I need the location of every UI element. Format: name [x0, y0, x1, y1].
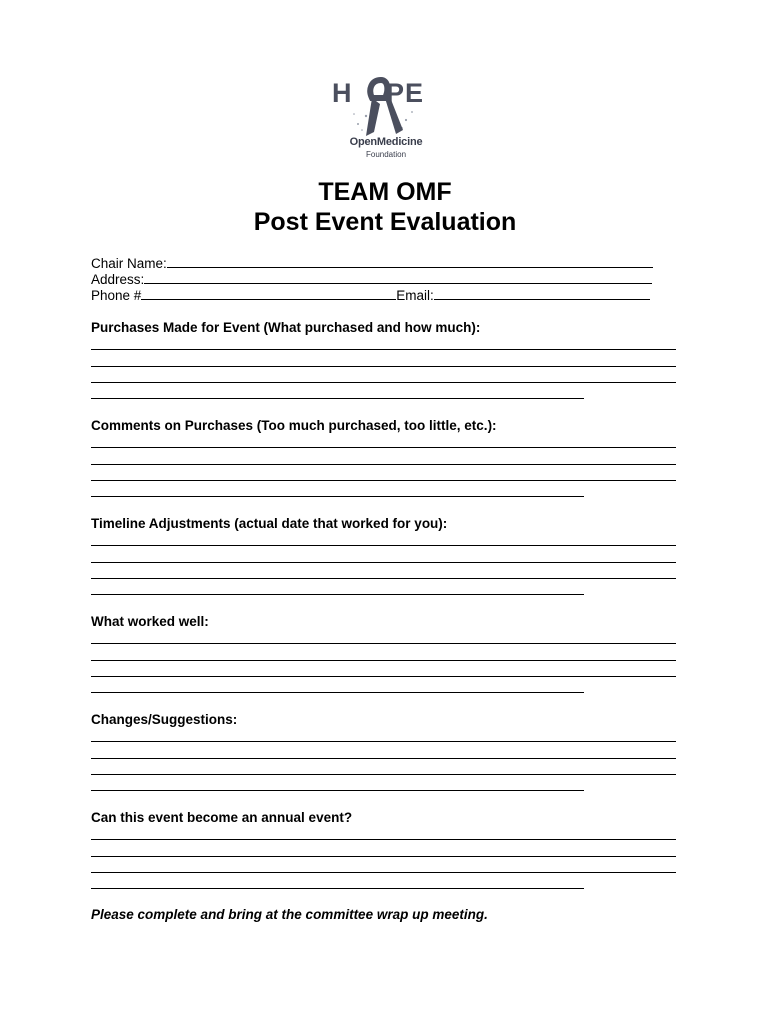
answer-line[interactable]: [91, 676, 676, 677]
answer-line[interactable]: [91, 496, 584, 497]
chair-name-field[interactable]: [167, 255, 653, 268]
logo-letter-h: H: [332, 78, 353, 108]
answer-line[interactable]: [91, 774, 676, 775]
phone-field[interactable]: [141, 287, 396, 300]
answer-line[interactable]: [91, 562, 676, 563]
hope-logo: [328, 74, 444, 164]
answer-line[interactable]: [91, 349, 676, 350]
email-label: Email:: [396, 288, 434, 303]
address-row: [91, 271, 652, 288]
email-field[interactable]: [434, 287, 650, 300]
answer-line[interactable]: [91, 545, 676, 546]
answer-line[interactable]: [91, 398, 584, 399]
answer-line[interactable]: [91, 660, 676, 661]
answer-line[interactable]: [91, 594, 584, 595]
answer-line[interactable]: [91, 643, 676, 644]
answer-line[interactable]: [91, 872, 676, 873]
answer-line[interactable]: [91, 578, 676, 579]
logo-org-subtitle: Foundation: [365, 150, 407, 159]
answer-line[interactable]: [91, 480, 676, 481]
answer-line[interactable]: [91, 692, 584, 693]
what-worked-well-label: What worked well:: [91, 614, 209, 629]
footer-note: Please complete and bring at the committee wrap up meeting.: [91, 907, 488, 922]
timeline-adjustments-label: Timeline Adjustments (actual date that worked for you):: [91, 516, 448, 531]
answer-line[interactable]: [91, 758, 676, 759]
answer-line[interactable]: [91, 464, 676, 465]
logo-org-name: OpenMedicine: [349, 136, 423, 148]
changes-suggestions-label: Changes/Suggestions:: [91, 712, 238, 727]
answer-line[interactable]: [91, 856, 676, 857]
page-subtitle: Post Event Evaluation: [253, 208, 517, 236]
address-field[interactable]: [144, 271, 652, 284]
phone-label: Phone #: [91, 288, 142, 303]
chair-name-row: [91, 255, 653, 272]
answer-line[interactable]: [91, 839, 676, 840]
answer-line[interactable]: [91, 382, 676, 383]
answer-line[interactable]: [91, 888, 584, 889]
phone-email-row: [91, 287, 650, 304]
address-label: Address:: [91, 272, 145, 287]
answer-line[interactable]: [91, 790, 584, 791]
chair-name-label: Chair Name:: [91, 256, 167, 271]
purchases-made-label: Purchases Made for Event (What purchased and how much):: [91, 320, 481, 335]
comments-on-purchases-label: Comments on Purchases (Too much purchased, too little, etc.):: [91, 418, 497, 433]
logo-letters-pe: PE: [386, 78, 425, 108]
page-title: TEAM OMF: [318, 178, 452, 206]
answer-line[interactable]: [91, 447, 676, 448]
annual-event-label: Can this event become an annual event?: [91, 810, 353, 825]
answer-line[interactable]: [91, 741, 676, 742]
answer-line[interactable]: [91, 366, 676, 367]
